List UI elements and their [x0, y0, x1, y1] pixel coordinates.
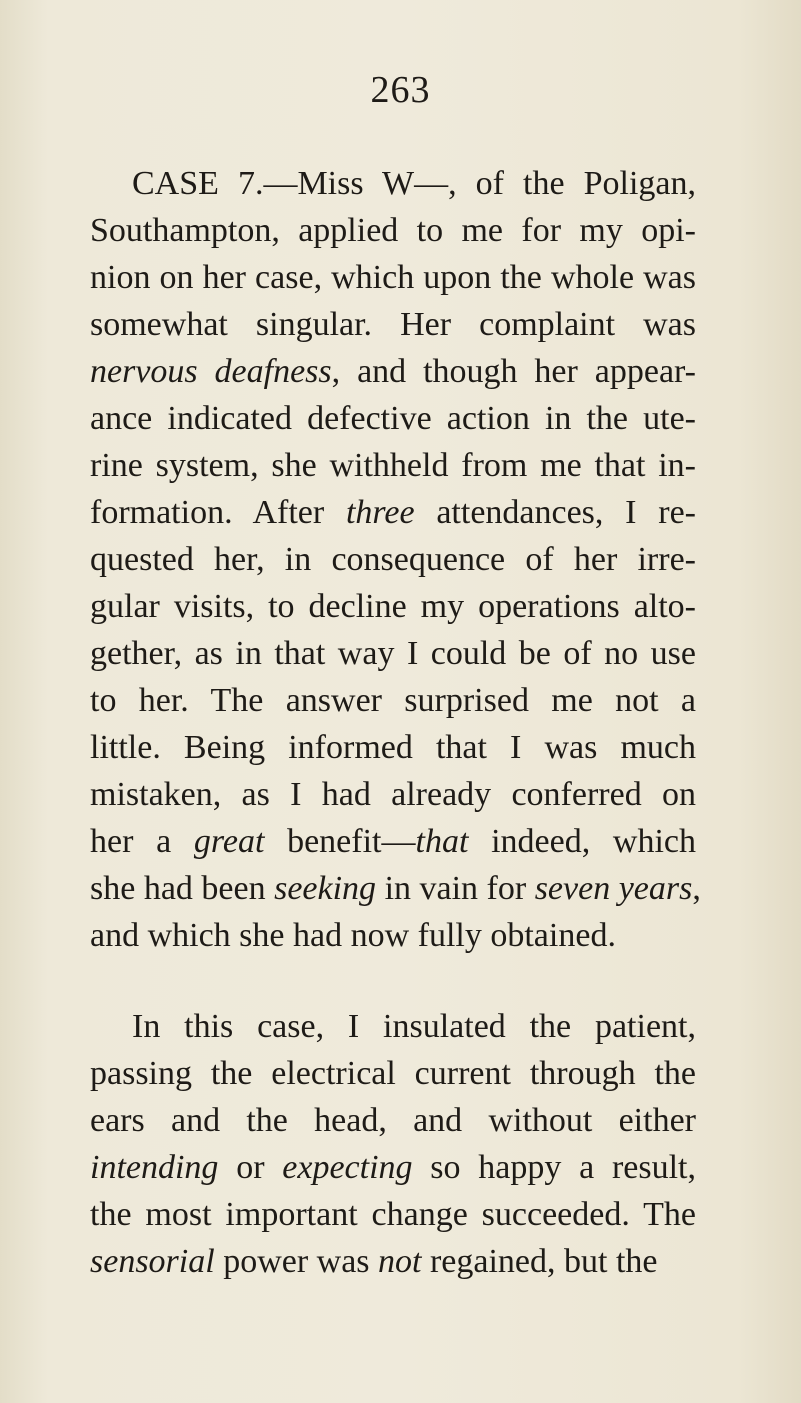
italic-text: expecting	[282, 1149, 413, 1186]
text-line	[90, 583, 696, 630]
text-line	[90, 1144, 696, 1191]
text-line	[90, 1003, 696, 1050]
text-line	[90, 160, 696, 207]
text-line	[90, 348, 696, 395]
page-number: 263	[370, 69, 431, 111]
text-segment: In this case, I insulated the patient,	[132, 1008, 696, 1045]
text-segment: ,	[692, 870, 701, 907]
text-line	[90, 1238, 696, 1285]
text-segment: ance indicated defective action in the ute-	[90, 400, 696, 437]
text-segment: rine system, she withheld from me that in-	[90, 447, 696, 484]
italic-text: seven years	[534, 870, 693, 907]
text-segment: gular visits, to decline my operations alto-	[90, 588, 696, 625]
text-segment: power was	[214, 1243, 379, 1280]
text-segment: nion on her case, which upon the whole was	[90, 259, 696, 296]
text-line	[90, 1191, 696, 1238]
text-segment: passing the electrical current through the	[90, 1055, 696, 1092]
text-line	[90, 301, 696, 348]
text-segment: Southampton, applied to me for my opi-	[90, 212, 696, 249]
text-segment: her a	[90, 823, 194, 860]
text-line	[90, 536, 696, 583]
italic-text: nervous deafness	[90, 353, 332, 390]
text-segment: mistaken, as I had already conferred on	[90, 776, 696, 813]
italic-text: great	[193, 823, 265, 860]
text-segment: ears and the head, and without either	[90, 1102, 696, 1139]
text-segment: , and though her appear-	[331, 353, 696, 390]
text-line	[90, 677, 696, 724]
text-segment: the most important change succeeded. The	[90, 1196, 696, 1233]
paragraph-gap	[90, 959, 696, 1003]
text-line	[90, 818, 696, 865]
text-segment: gether, as in that way I could be of no use	[90, 635, 696, 672]
text-segment: so happy a result,	[412, 1149, 696, 1186]
italic-text: seeking	[274, 870, 377, 907]
text-line	[90, 254, 696, 301]
italic-text: intending	[90, 1149, 219, 1186]
text-line	[90, 1050, 696, 1097]
italic-text: sensorial	[90, 1243, 215, 1280]
text-segment: formation. After	[90, 494, 346, 531]
text-segment: in vain for	[376, 870, 535, 907]
text-line	[90, 912, 696, 959]
text-line	[90, 489, 696, 536]
text-segment: CASE 7.—Miss W—, of the Poligan,	[132, 165, 696, 202]
text-line	[90, 771, 696, 818]
paragraph	[90, 160, 701, 959]
text-line	[90, 724, 696, 771]
text-segment: indeed, which	[468, 823, 696, 860]
text-segment: somewhat singular. Her complaint was	[90, 306, 696, 343]
text-segment: quested her, in consequence of her irre-	[90, 541, 696, 578]
paragraph	[90, 1003, 696, 1285]
text-segment: she had been	[90, 870, 275, 907]
text-segment: and which she had now fully obtained.	[90, 917, 616, 954]
text-segment: little. Being informed that I was much	[90, 729, 696, 766]
text-segment: attendances, I re-	[414, 494, 697, 531]
text-line	[90, 442, 696, 489]
text-line	[90, 395, 696, 442]
text-segment: regained, but the	[421, 1243, 658, 1280]
text-segment: or	[218, 1149, 283, 1186]
italic-text: that	[415, 823, 469, 860]
text-segment: benefit—	[264, 823, 416, 860]
text-line	[90, 207, 696, 254]
body-text	[90, 160, 701, 1285]
italic-text: not	[378, 1243, 422, 1280]
text-line	[90, 630, 696, 677]
italic-text: three	[345, 494, 415, 531]
text-segment: to her. The answer surprised me not a	[90, 682, 696, 719]
text-line	[90, 1097, 696, 1144]
text-line	[90, 865, 701, 912]
